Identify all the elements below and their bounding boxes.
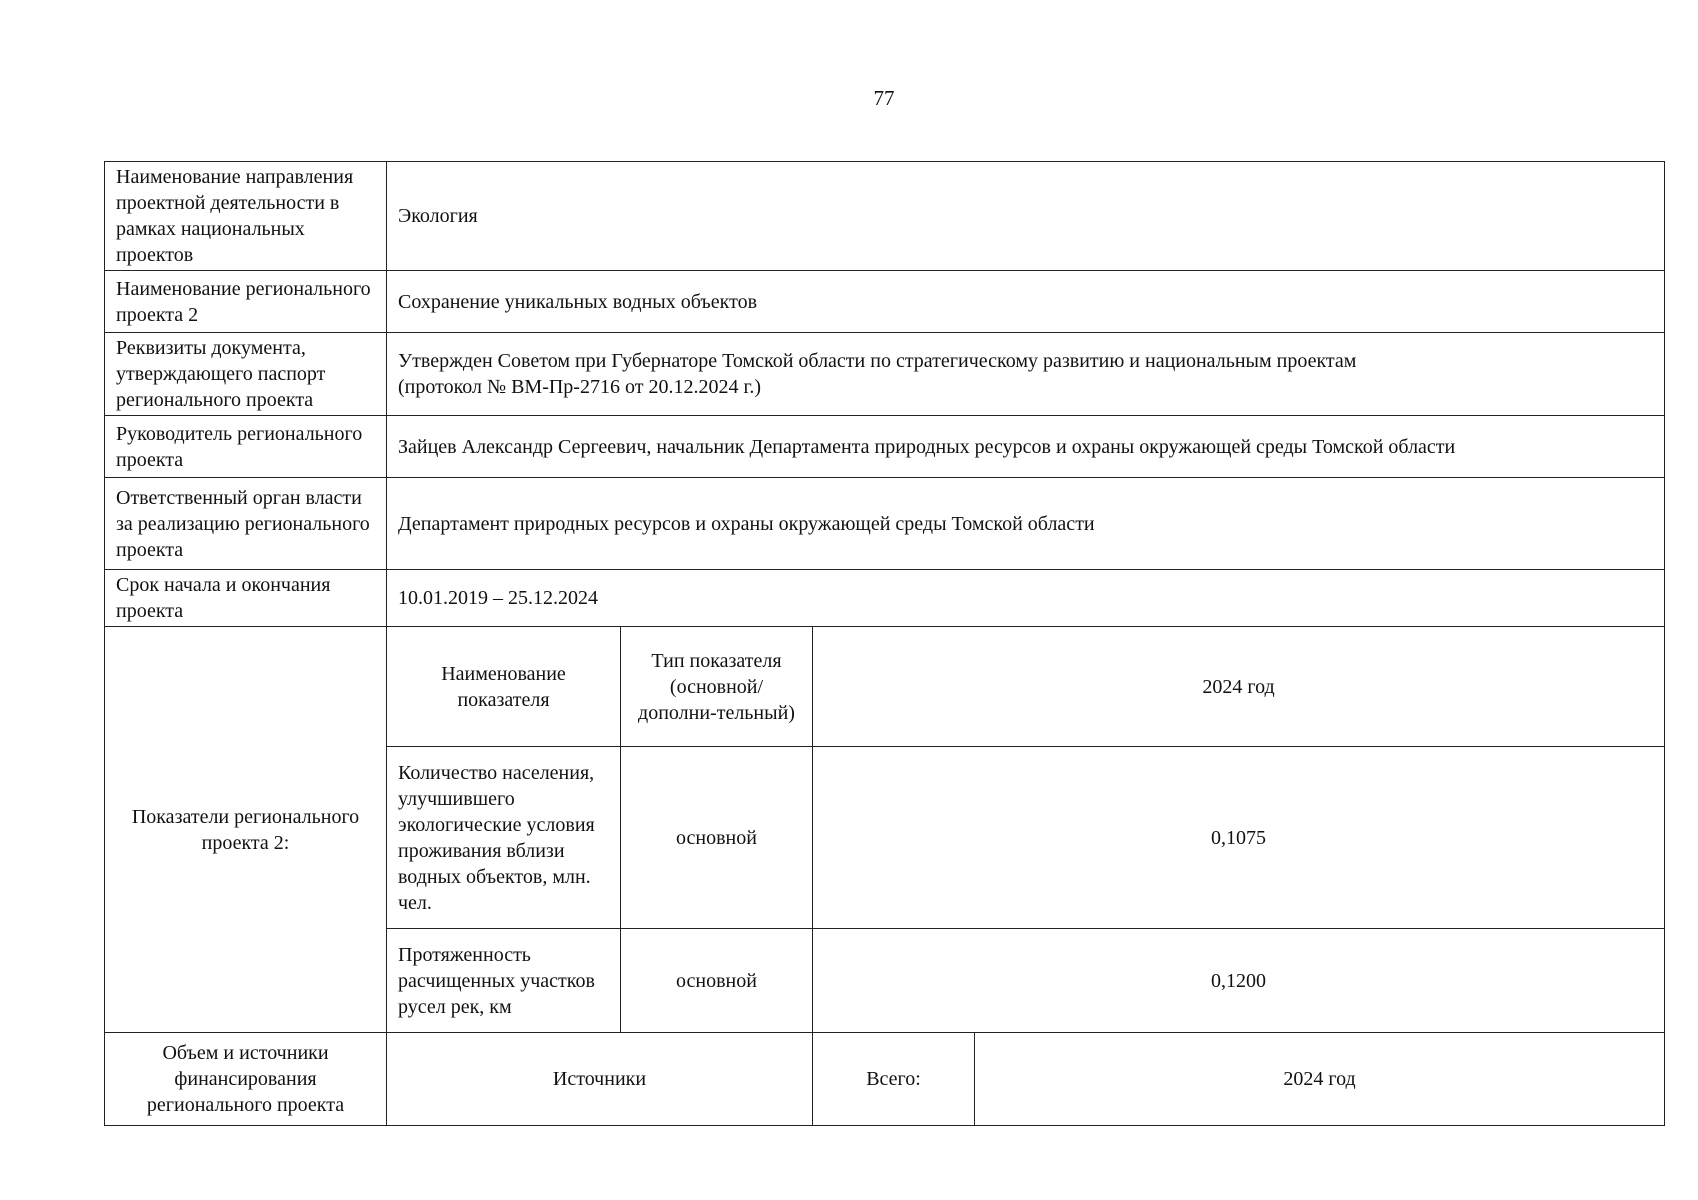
indicator-name: Количество населения, улучшившего экологические условия проживания вблизи водных объектов, млн. чел.: [387, 747, 621, 929]
indicator-name: Протяженность расчищенных участков русел рек, км: [387, 929, 621, 1033]
row-direction: [105, 162, 1665, 271]
indicators-label: Показатели регионального проекта 2:: [105, 627, 387, 1033]
document-value: [387, 333, 1665, 416]
project-passport-table: [104, 161, 1665, 1126]
indicator-value: 0,1200: [813, 929, 1665, 1033]
indicator-name-header: Наименование показателя: [387, 627, 621, 747]
term-value: 10.01.2019 – 25.12.2024: [387, 570, 1665, 627]
indicators-header-row: [105, 627, 1665, 747]
document-value-line2: (протокол № ВМ-Пр-2716 от 20.12.2024 г.): [398, 376, 762, 398]
financing-sources-header: Источники: [387, 1033, 813, 1126]
project-name-label: Наименование регионального проекта 2: [105, 271, 387, 333]
page-number: 77: [873, 86, 895, 110]
term-label: Срок начала и окончания проекта: [105, 570, 387, 627]
row-responsible: [105, 478, 1665, 570]
row-financing: [105, 1033, 1665, 1126]
responsible-value: Департамент природных ресурсов и охраны окружающей среды Томской области: [387, 478, 1665, 570]
direction-value: Экология: [387, 162, 1665, 271]
project-name-value: Сохранение уникальных водных объектов: [387, 271, 1665, 333]
financing-label: Объем и источники финансирования регионального проекта: [105, 1033, 387, 1126]
responsible-label: Ответственный орган власти за реализацию регионального проекта: [105, 478, 387, 570]
indicator-value: 0,1075: [813, 747, 1665, 929]
indicator-type: основной: [621, 929, 813, 1033]
head-value: Зайцев Александр Сергеевич, начальник Департамента природных ресурсов и охраны окружающей среды Томской области: [387, 416, 1665, 478]
document-value-line1: Утвержден Советом при Губернаторе Томской области по стратегическому развитию и национальным проектам: [398, 350, 1357, 372]
row-project-name: [105, 271, 1665, 333]
head-label: Руководитель регионального проекта: [105, 416, 387, 478]
financing-total-header: Всего:: [813, 1033, 975, 1126]
document-label: Реквизиты документа, утверждающего паспорт регионального проекта: [105, 333, 387, 416]
financing-year-header: 2024 год: [975, 1033, 1665, 1126]
row-document: [105, 333, 1665, 416]
row-term: [105, 570, 1665, 627]
indicator-type: основной: [621, 747, 813, 929]
indicator-year-header: 2024 год: [813, 627, 1665, 747]
row-head: [105, 416, 1665, 478]
direction-label: Наименование направления проектной деятельности в рамках национальных проектов: [105, 162, 387, 271]
indicator-type-header: Тип показателя (основной/ дополни-тельный): [621, 627, 813, 747]
